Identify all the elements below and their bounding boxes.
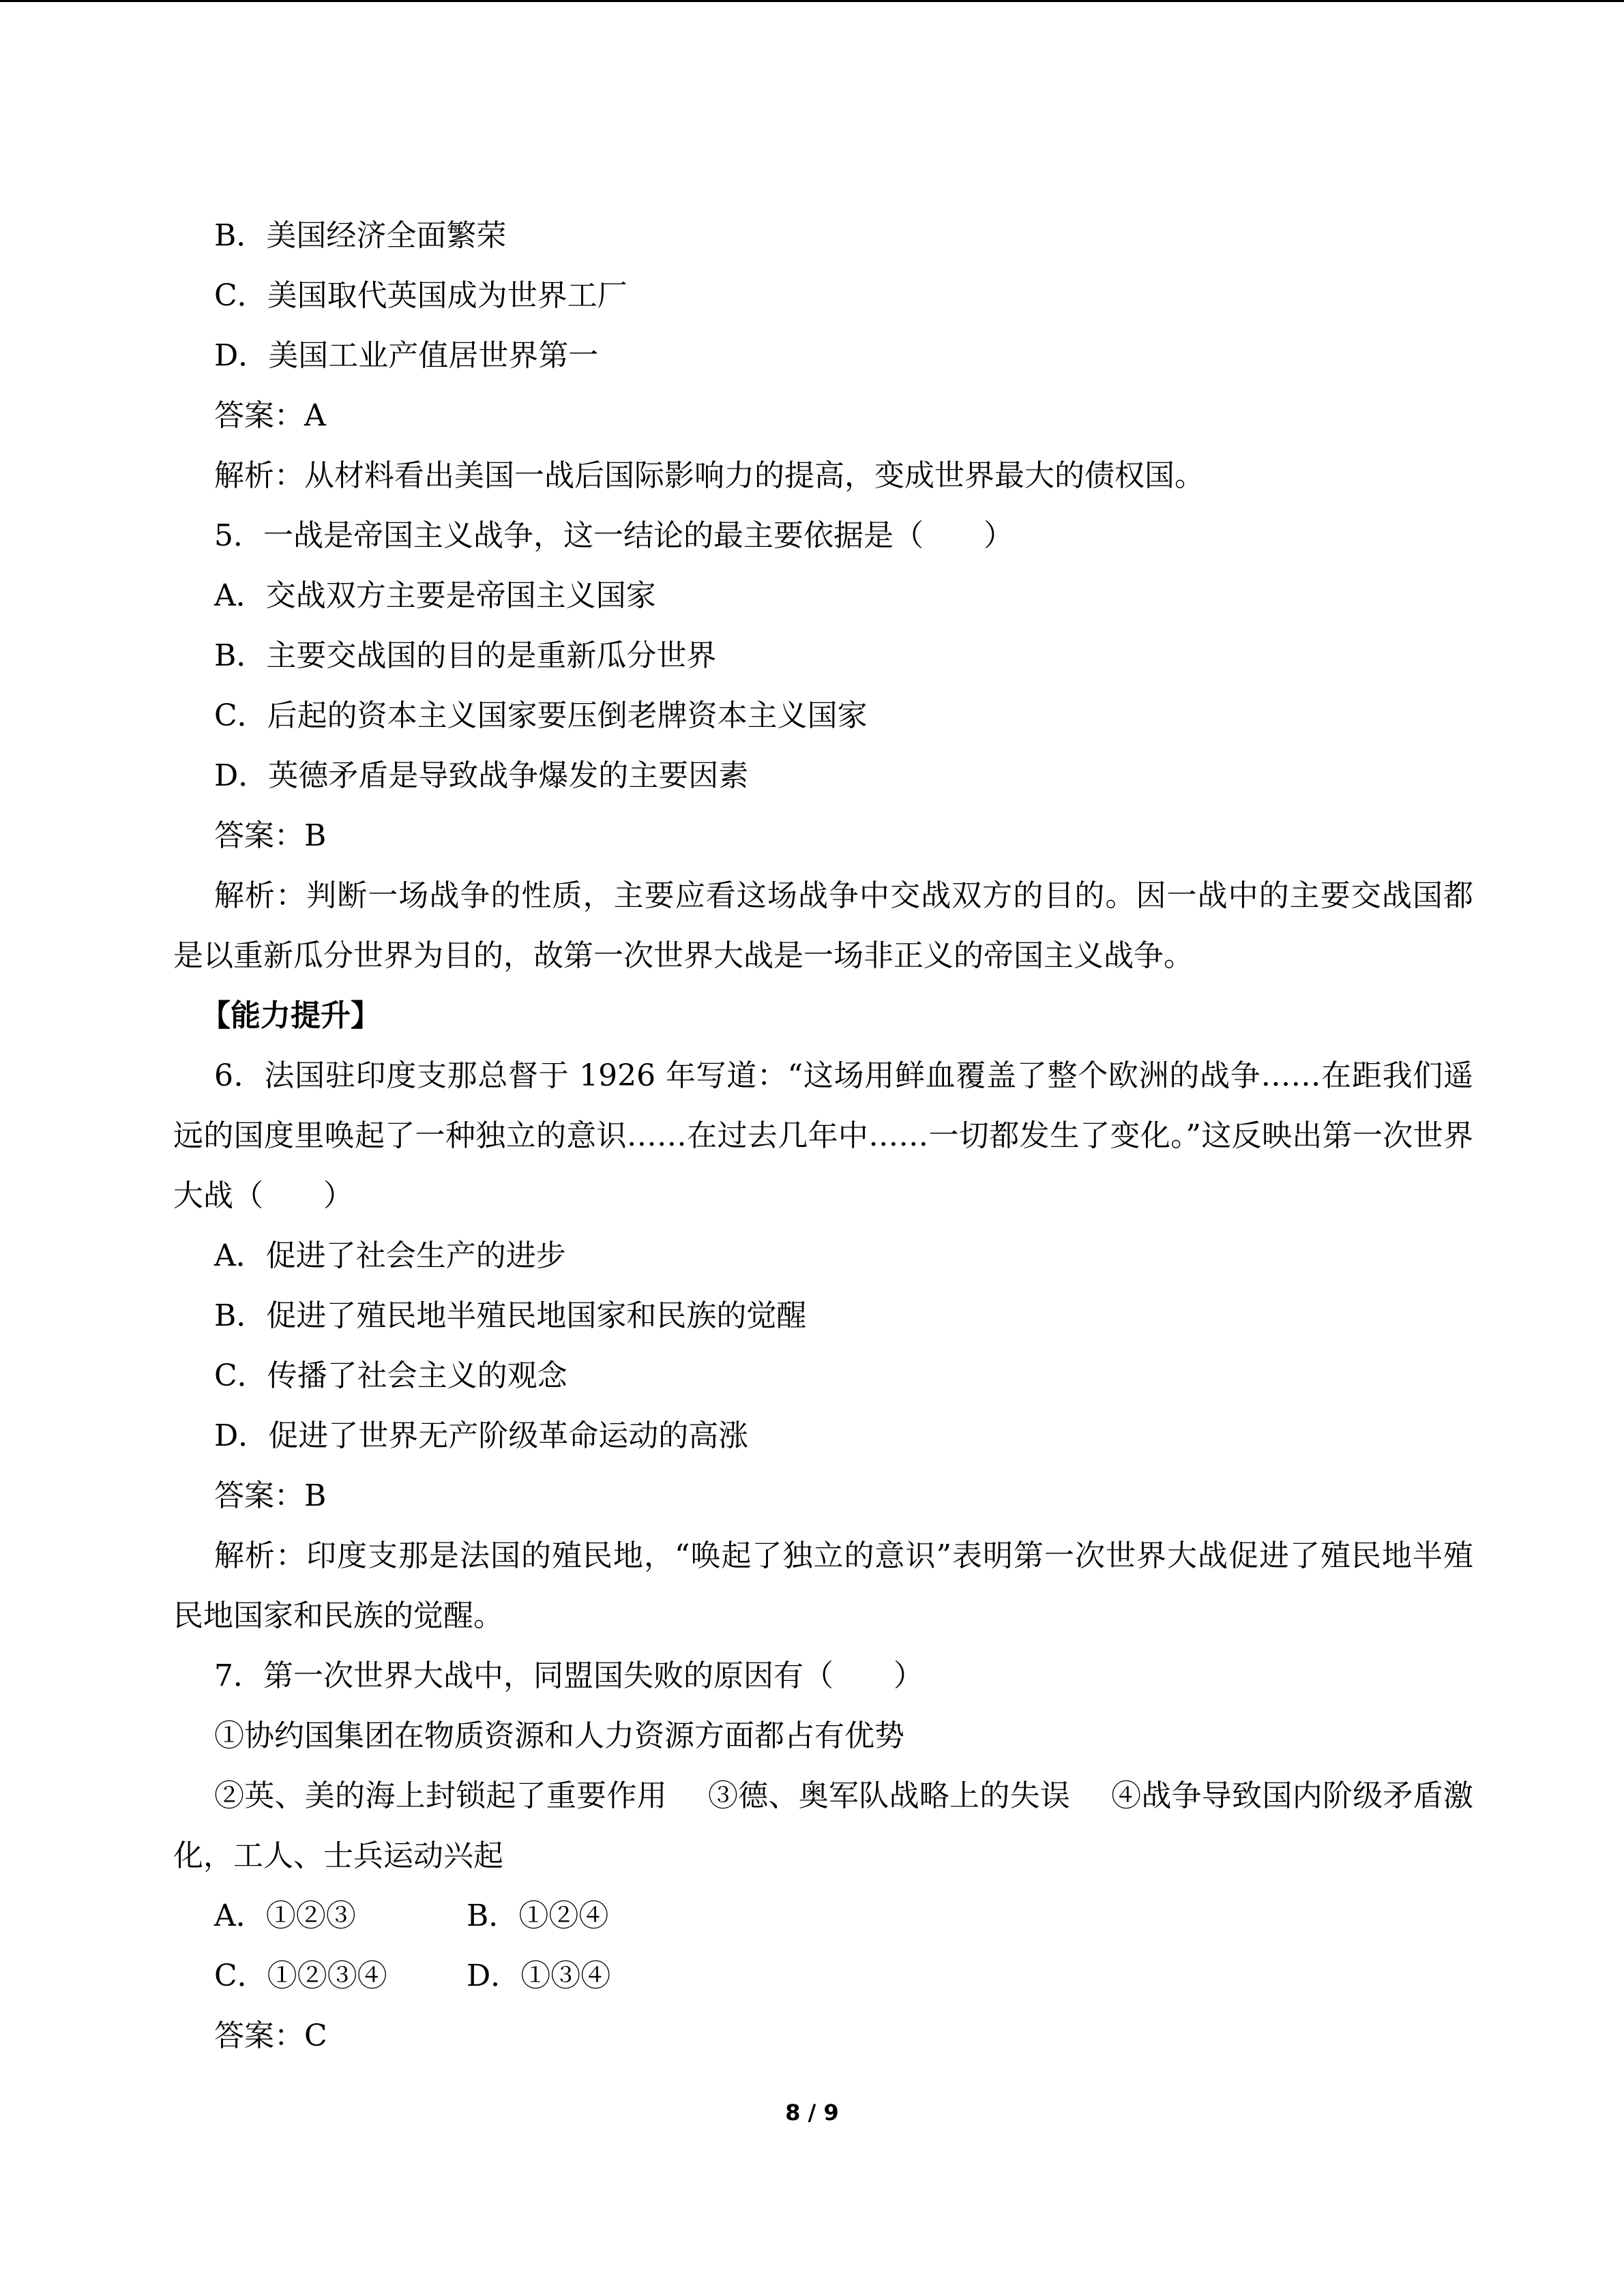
q5-stem: 5．一战是帝国主义战争，这一结论的最主要依据是（ ） xyxy=(214,518,1014,553)
top-border-line xyxy=(0,0,1624,2)
q7-option-b: B．①②④ xyxy=(467,1898,609,1933)
q4-analysis: 解析：从材料看出美国一战后国际影响力的提高，变成世界最大的债权国。 xyxy=(214,458,1205,493)
q5-option-c: C．后起的资本主义国家要压倒老牌资本主义国家 xyxy=(214,698,868,733)
q6-option-a: A．促进了社会生产的进步 xyxy=(214,1238,566,1273)
q7-options-row-2 xyxy=(173,1946,1473,2006)
q7-item-4: ④战争导致国内阶级矛盾激化，工人、士兵运动兴起 xyxy=(173,1778,1474,1873)
q7-items-2-4 xyxy=(173,1766,1473,1886)
q7-answer: 答案：C xyxy=(214,2018,327,2053)
q7-option-a: A．①②③ xyxy=(214,1898,356,1933)
q7-option-c: C．①②③④ xyxy=(214,1958,387,1993)
q6-option-c: C．传播了社会主义的观念 xyxy=(214,1358,567,1393)
q7-option-d: D．①③④ xyxy=(467,1958,611,1993)
q6-answer: 答案：B xyxy=(214,1478,327,1513)
document-body xyxy=(173,206,1473,2066)
q7-item-2: ②英、美的海上封锁起了重要作用 xyxy=(214,1778,667,1813)
q6-option-b: B．促进了殖民地半殖民地国家和民族的觉醒 xyxy=(214,1298,807,1333)
q6-analysis: 解析：印度支那是法国的殖民地，“唤起了独立的意识”表明第一次世界大战促进了殖民地半殖民地国家和民族的觉醒。 xyxy=(173,1538,1473,1633)
q4-option-c: C．美国取代英国成为世界工厂 xyxy=(214,278,628,313)
page-number: 8 / 9 xyxy=(785,2100,839,2126)
q7-stem: 7．第一次世界大战中，同盟国失败的原因有（ ） xyxy=(214,1658,924,1693)
q4-option-b: B．美国经济全面繁荣 xyxy=(214,218,507,253)
q7-options-row-1 xyxy=(173,1886,1473,1946)
q5-answer: 答案：B xyxy=(214,818,327,853)
q4-answer: 答案：A xyxy=(214,398,326,433)
section-title: 【能力提升】 xyxy=(201,998,381,1033)
q6-stem: 6．法国驻印度支那总督于 1926 年写道：“这场用鲜血覆盖了整个欧洲的战争……在距我们遥远的国度里唤起了一种独立的意识……在过去几年中……一切都发生了变化。”这反映出第一次世界大战（ ） xyxy=(173,1058,1473,1213)
q4-option-d: D．美国工业产值居世界第一 xyxy=(214,338,599,373)
q5-option-b: B．主要交战国的目的是重新瓜分世界 xyxy=(214,638,717,673)
q7-item-1: ①协约国集团在物质资源和人力资源方面都占有优势 xyxy=(214,1718,904,1753)
q5-option-a: A．交战双方主要是帝国主义国家 xyxy=(214,578,656,613)
q5-option-d: D．英德矛盾是导致战争爆发的主要因素 xyxy=(214,758,749,793)
q5-analysis: 解析：判断一场战争的性质，主要应看这场战争中交战双方的目的。因一战中的主要交战国都是以重新瓜分世界为目的，故第一次世界大战是一场非正义的帝国主义战争。 xyxy=(173,878,1473,973)
q7-item-3: ③德、奥军队战略上的失误 xyxy=(707,1778,1071,1813)
q6-option-d: D．促进了世界无产阶级革命运动的高涨 xyxy=(214,1418,749,1453)
